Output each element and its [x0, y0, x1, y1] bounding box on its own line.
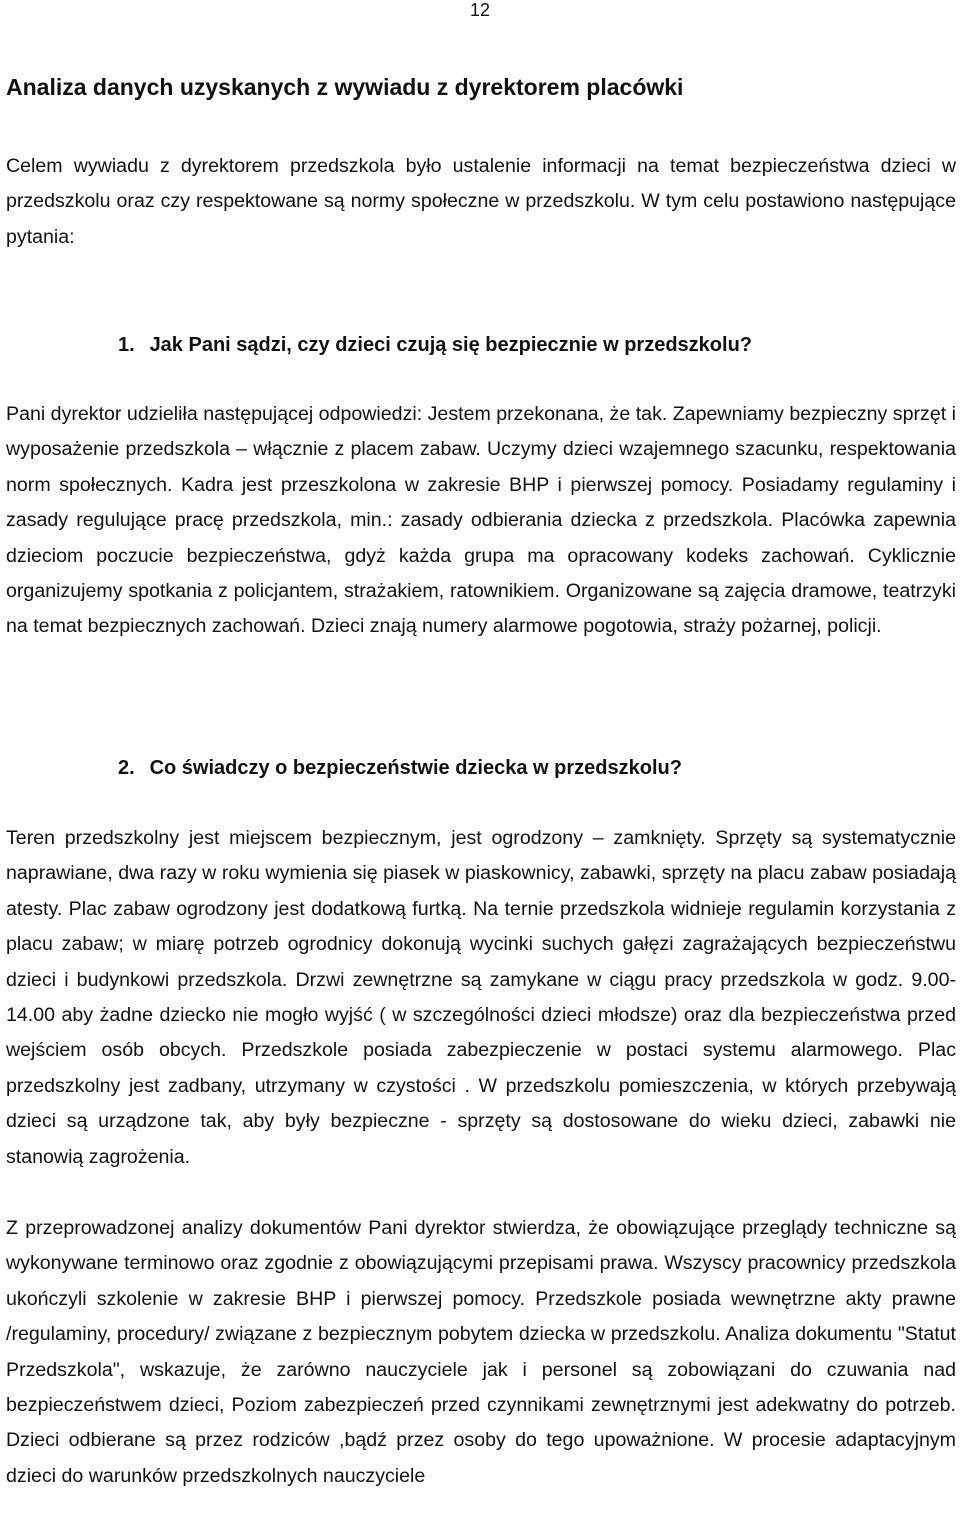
summary-paragraph: Z przeprowadzonej analizy dokumentów Pani dyrektor stwierdza, że obowiązujące przeglądy techniczne są wykonywane terminowo oraz zgodnie z obowiązującymi przepisami prawa. Wszyscy pracownicy przedszkola ukończyli szkolenie w zakresie BHP i pierwszej pomocy. Przedszkole posiada wewnętrzne akty prawne /regulaminy, procedury/ związane z bezpiecznym pobytem dziecka w przedszkolu. Analiza dokumentu "Statut Przedszkola", wskazuje, że zarówno nauczyciele jak i personel są zobowiązani do czuwania nad bezpieczeństwem dzieci, Poziom zabezpieczeń przed czynnikami zewnętrznymi jest adekwatny do potrzeb. Dzieci odbierane są przez rodziców ,bądź przez osoby do tego upoważnione. W procesie adaptacyjnym dzieci do warunków przedszkolnych nauczyciele [6, 1217, 956, 1487]
answer-2-paragraph: Teren przedszkolny jest miejscem bezpiecznym, jest ogrodzony – zamknięty. Sprzęty są systematycznie naprawiane, dwa razy w roku wymienia się piasek w piaskownicy, zabawki, sprzęty na placu zabaw posiadają atesty. Plac zabaw ogrodzony jest dodatkową furtką. Na ternie przedszkola widnieje regulamin korzystania z placu zabaw; w miarę potrzeb ogrodnicy dokonują wycinki suchych gałęzi zagrażających bezpieczeństwu dzieci i budynkowi przedszkola. Drzwi zewnętrzne są zamykane w ciągu pracy przedszkola w godz. 9.00-14.00 aby żadne dziecko nie mogło wyjść ( w szczególności dzieci młodsze) oraz dla bezpieczeństwa przed wejściem osób obcych. Przedszkole posiada zabezpieczenie w postaci systemu alarmowego. Plac przedszkolny jest zadbany, utrzymany w czystości . W przedszkolu pomieszczenia, w których przebywają dzieci są urządzone tak, aby były bezpieczne - sprzęty są dostosowane do wieku dzieci, zabawki nie stanowią zagrożenia. [6, 827, 956, 1168]
question-2-text: Co świadczy o bezpieczeństwie dziecka w przedszkolu? [149, 757, 682, 779]
document-title: Analiza danych uzyskanych z wywiadu z dyrektorem placówki [6, 74, 684, 100]
question-1 [118, 330, 752, 360]
answer-1-paragraph: Pani dyrektor udzieliła następującej odpowiedzi: Jestem przekonana, że tak. Zapewniamy bezpieczny sprzęt i wyposażenie przedszkola – włącznie z placem zabaw. Uczymy dzieci wzajemnego szacunku, respektowania norm społecznych. Kadra jest przeszkolona w zakresie BHP i pierwszej pomocy. Posiadamy regulaminy i zasady regulujące pracę przedszkola, min.: zasady odbierania dziecka z przedszkola. Placówka zapewnia dzieciom poczucie bezpieczeństwa, gdyż każda grupa ma opracowany kodeks zachowań. Cyklicznie organizujemy spotkania z policjantem, strażakiem, ratownikiem. Organizowane są zajęcia dramowe, teatrzyki na temat bezpiecznych zachowań. Dzieci znają numery alarmowe pogotowia, straży pożarnej, policji. [6, 403, 956, 638]
intro-paragraph: Celem wywiadu z dyrektorem przedszkola było ustalenie informacji na temat bezpieczeństwa dzieci w przedszkolu oraz czy respektowane są normy społeczne w przedszkolu. W tym celu postawiono następujące pytania: [6, 155, 956, 248]
question-2 [118, 753, 682, 783]
page-number: 12 [469, 0, 491, 20]
question-1-number: 1. [118, 334, 135, 356]
question-1-text: Jak Pani sądzi, czy dzieci czują się bezpiecznie w przedszkolu? [149, 334, 753, 356]
question-2-number: 2. [118, 757, 135, 779]
